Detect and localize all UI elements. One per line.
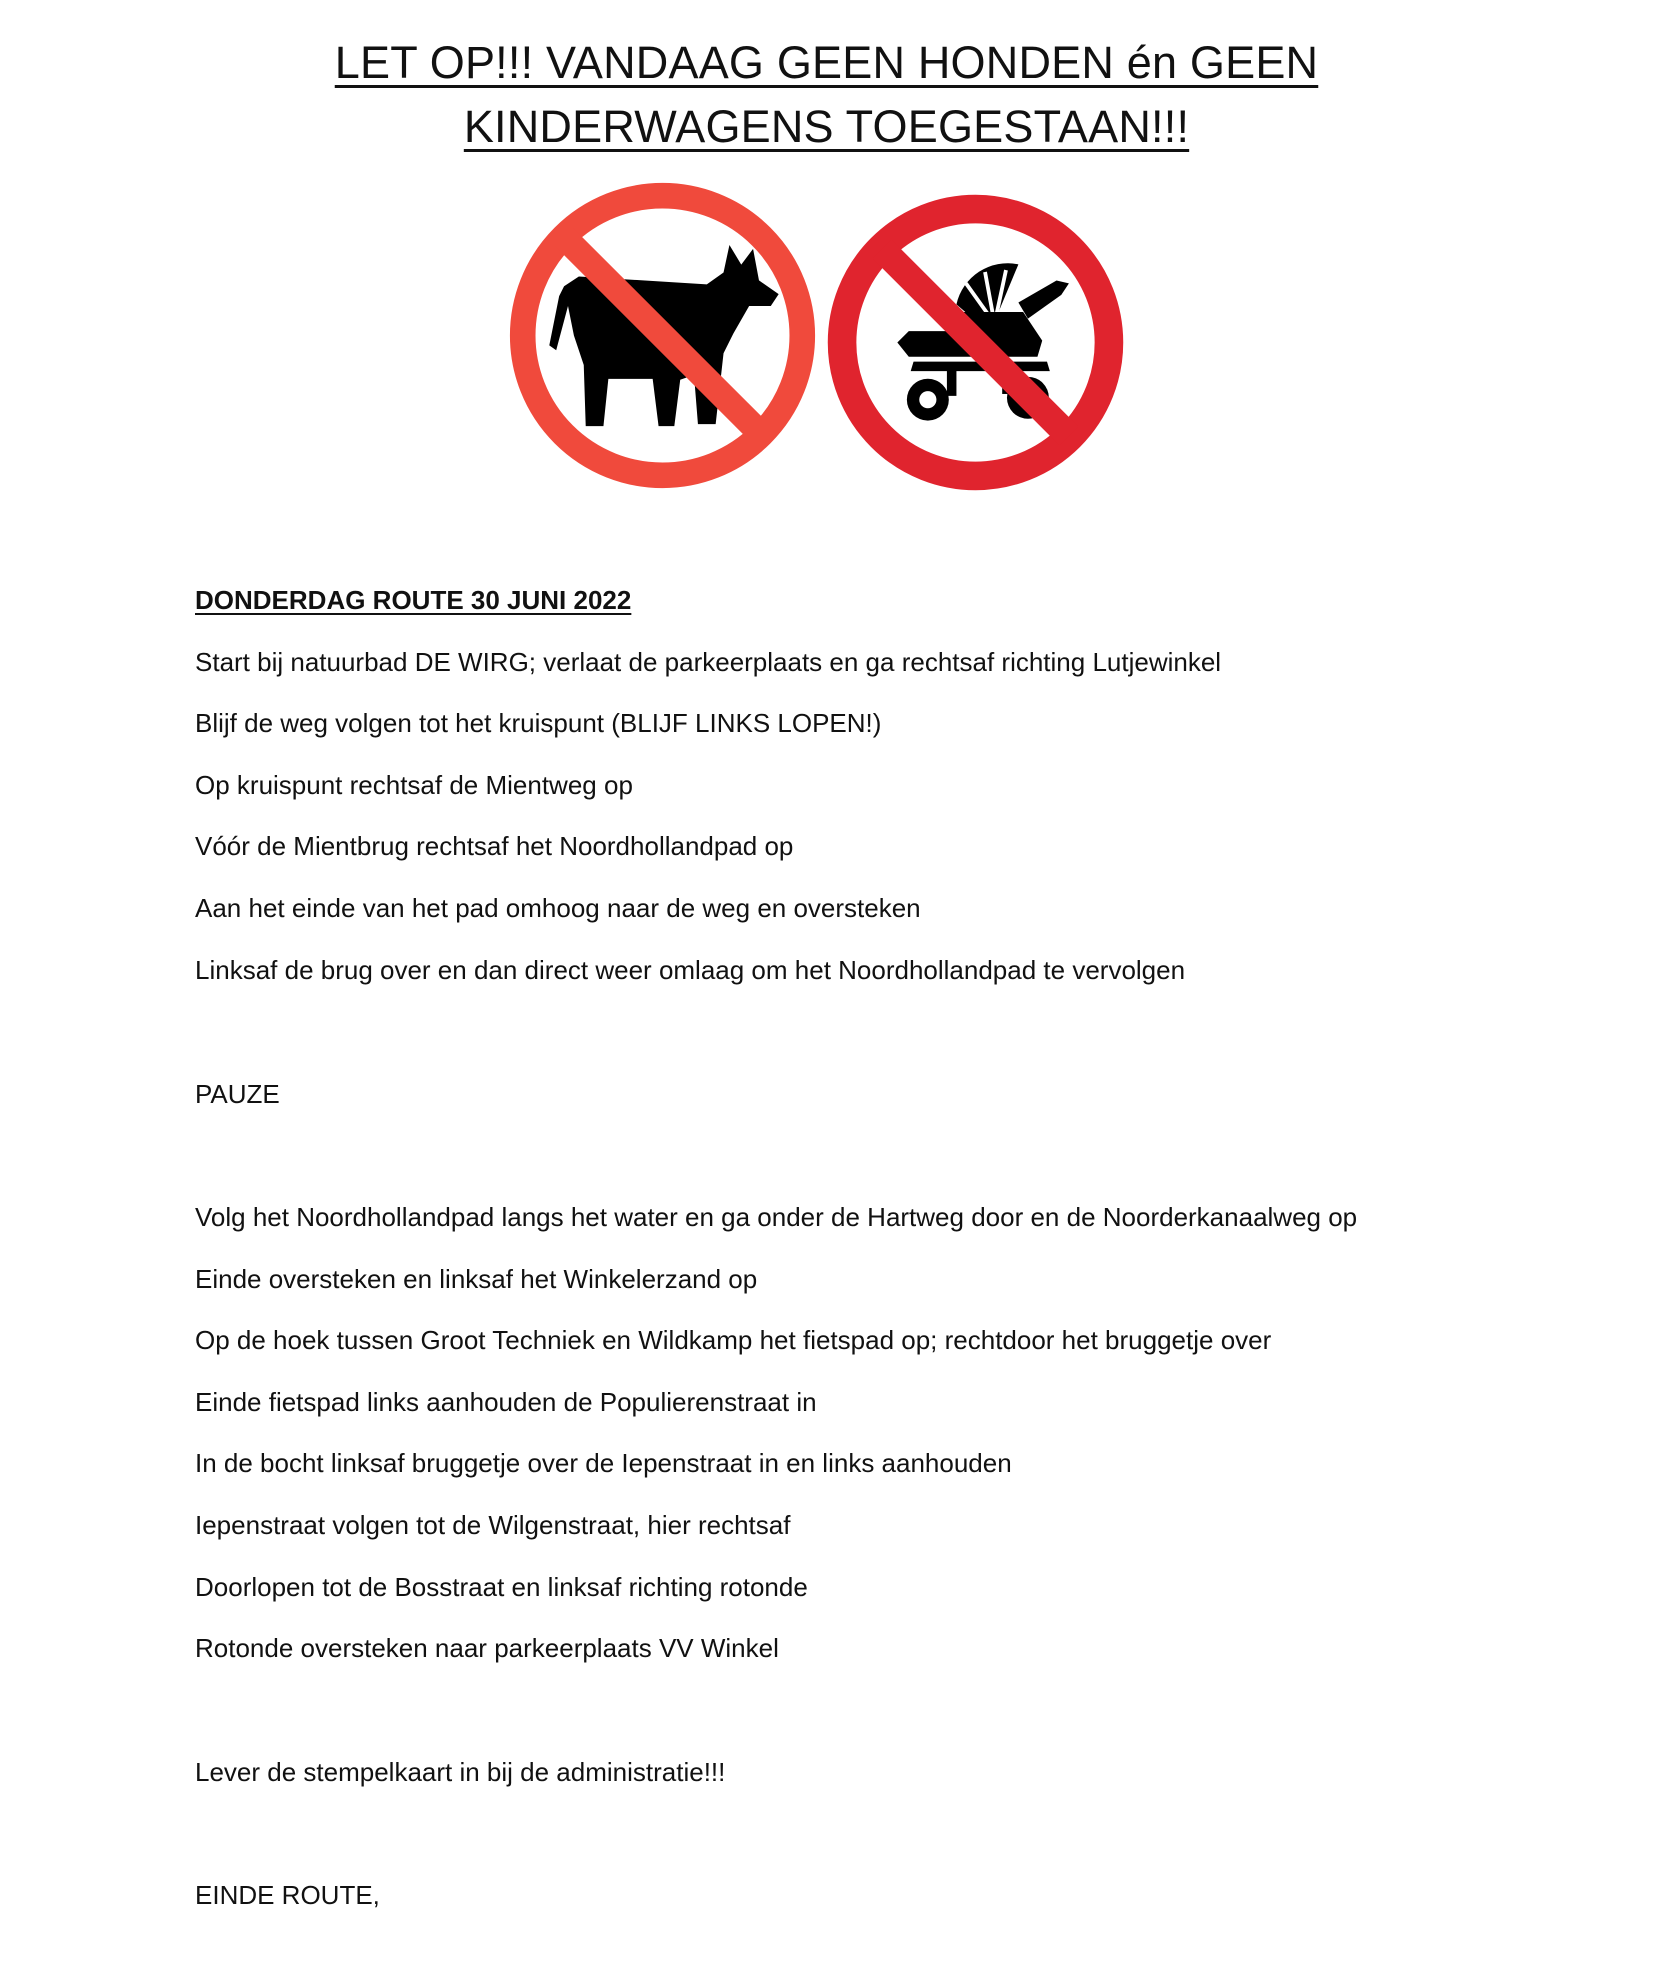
route-step: Op kruispunt rechtsaf de Mientweg op	[195, 770, 633, 800]
route-step: Einde fietspad links aanhouden de Populierenstraat in	[195, 1387, 817, 1417]
end-route-label: EINDE ROUTE,	[195, 1880, 380, 1910]
route-step: Op de hoek tussen Groot Techniek en Wildkamp het fietspad op; rechtdoor het bruggetje over	[195, 1325, 1272, 1355]
route-step: Doorlopen tot de Bosstraat en linksaf richting rotonde	[195, 1572, 808, 1602]
route-step: Aan het einde van het pad omhoog naar de weg en oversteken	[195, 893, 921, 923]
warning-title-line-1: LET OP!!! VANDAAG GEEN HONDEN én GEEN	[334, 37, 1319, 88]
route-step: Blijf de weg volgen tot het kruispunt (BLIJF LINKS LOPEN!)	[195, 708, 882, 738]
route-step: Rotonde oversteken naar parkeerplaats VV Winkel	[195, 1633, 779, 1663]
stamp-card-note: Lever de stempelkaart in bij de administratie!!!	[195, 1757, 726, 1787]
route-step: Iepenstraat volgen tot de Wilgenstraat, hier rechtsaf	[195, 1510, 791, 1540]
route-step: Volg het Noordhollandpad langs het water en ga onder de Hartweg door en de Noorderkanaalweg op	[195, 1202, 1358, 1232]
warning-title-line-2: KINDERWAGENS TOEGESTAAN!!!	[463, 101, 1190, 152]
route-heading: DONDERDAG ROUTE 30 JUNI 2022	[195, 585, 632, 615]
route-step: Einde oversteken en linksaf het Winkelerzand op	[195, 1264, 758, 1294]
no-strollers-sign-icon	[823, 190, 1128, 495]
prohibition-signs	[505, 175, 1135, 505]
route-step: Linksaf de brug over en dan direct weer omlaag om het Noordhollandpad te vervolgen	[195, 955, 1186, 985]
route-step: In de bocht linksaf bruggetje over de Iepenstraat in en links aanhouden	[195, 1448, 1012, 1478]
route-step: Start bij natuurbad DE WIRG; verlaat de parkeerplaats en ga rechtsaf richting Lutjewinkel	[195, 647, 1222, 677]
route-step: Vóór de Mientbrug rechtsaf het Noordhollandpad op	[195, 831, 794, 861]
pause-label: PAUZE	[195, 1079, 280, 1109]
no-dogs-sign-icon	[505, 178, 820, 493]
